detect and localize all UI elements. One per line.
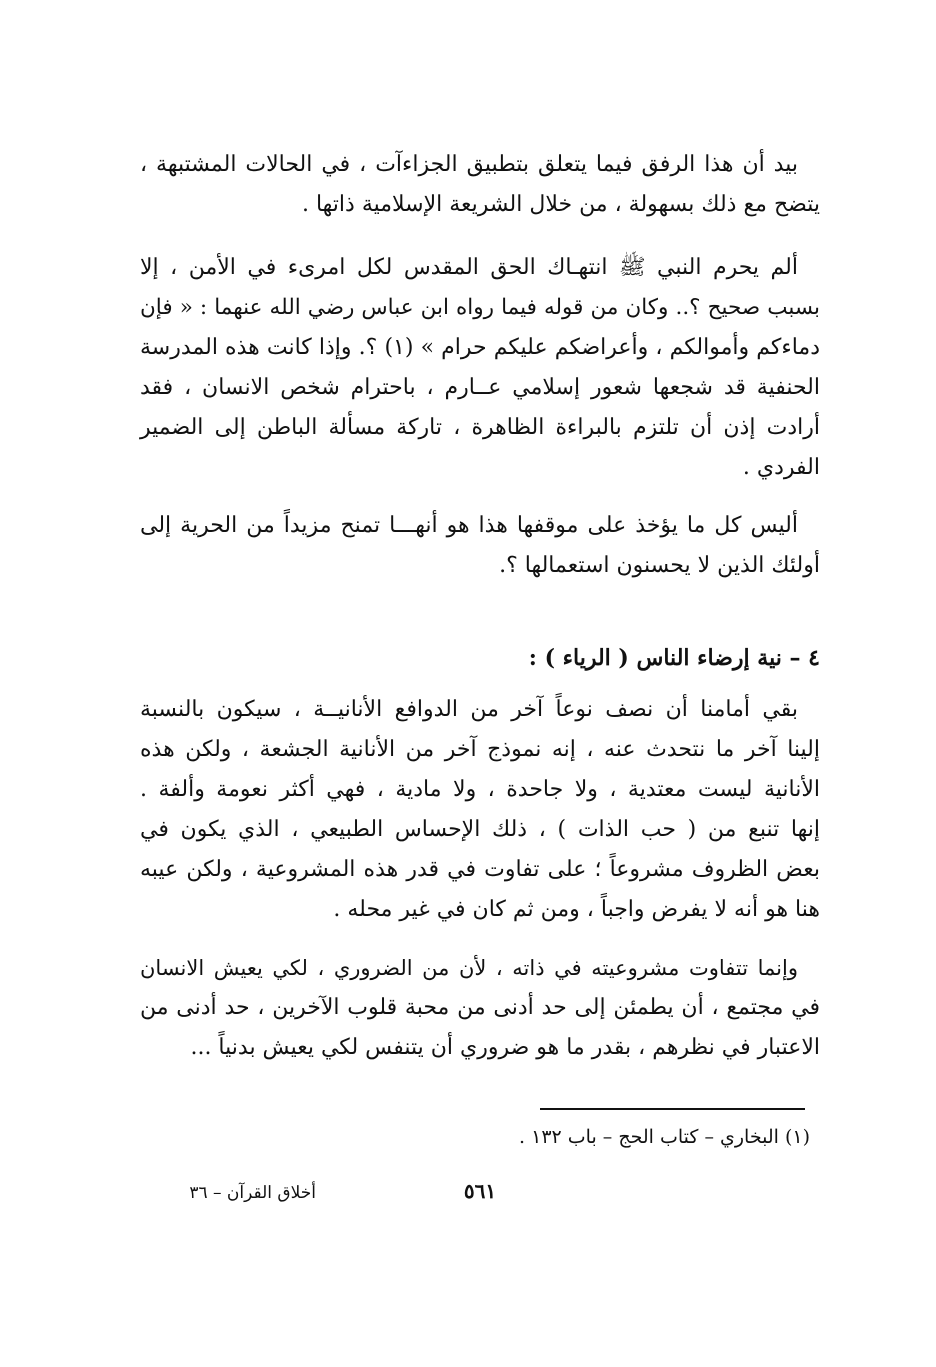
paragraph-line: ألم يحرم النبي ﷺ انتهـاك الحق المقدس لكل امرىء في الأمن ، إلا <box>140 255 798 280</box>
paragraph-line: أولئك الذين لا يحسنون استعمالها ؟. <box>499 553 820 578</box>
paragraph-3 <box>140 506 820 586</box>
paragraph-line: دماءكم وأموالكم ، وأعراضكم عليكم حرام » (١) ؟. وإذا كانت هذه المدرسة <box>140 335 820 360</box>
paragraph-line: الفردي . <box>742 455 820 480</box>
paragraph-line: إنها تنبع من ( حب الذات ) ، ذلك الإحساس الطبيعي ، الذي يكون في <box>140 817 820 842</box>
running-title: أخلاق القرآن – ٣٦ <box>189 1183 316 1203</box>
paragraph-line: إلينا آخر ما نتحدث عنه ، إنه نموذج آخر من الأنانية الجشعة ، ولكن هذه <box>140 737 820 762</box>
paragraph-line: بقي أمامنا أن نصف نوعاً آخر من الدوافع الأنانيــة ، سيكون بالنسبة <box>140 697 798 722</box>
section-heading-block <box>140 638 820 678</box>
footnote: (١) البخاري – كتاب الحج – باب ١٣٢ . <box>519 1126 810 1148</box>
paragraph-line: الاعتبار في نظرهم ، بقدر ما هو ضروري أن يتنفس لكي يعيش بدنياً ... <box>190 1035 820 1060</box>
section-paragraph-2 <box>140 948 820 1068</box>
footnote-rule <box>540 1108 805 1110</box>
paragraph-line: بعض الظروف مشروعاً ؛ على تفاوت في قدر هذه المشروعية ، ولكن عيبه <box>140 857 820 882</box>
paragraph-line: وإنما تتفاوت مشروعيته في ذاته ، لأن من الضروري ، لكي يعيش الانسان <box>140 956 798 980</box>
paragraph-line: هنا هو أنه لا يفرض واجباً ، ومن ثم كان في غير محله . <box>333 897 820 922</box>
paragraph-line: يتضح مع ذلك بسهولة ، من خلال الشريعة الإسلامية ذاتها . <box>301 192 820 217</box>
page-number: ٥٦١ <box>463 1179 497 1203</box>
paragraph-line: أرادت إذن أن تلتزم بالبراءة الظاهرة ، تاركة مسألة الباطن إلى الضمير <box>140 415 820 440</box>
paragraph-2 <box>140 248 820 488</box>
section-paragraph-1 <box>140 690 820 930</box>
paragraph-line: الأنانية ليست معتدية ، ولا جاحدة ، ولا مادية ، فهي أكثر نعومة وألفة . <box>140 777 820 802</box>
paragraph-line: الحنفية قد شجعها شعور إسلامي عــارم ، باحترام شخص الانسان ، فقد <box>140 375 820 400</box>
paragraph-line: أليس كل ما يؤخذ على موقفها هذا هو أنهـــا تمنح مزيداً من الحرية إلى <box>140 513 798 538</box>
section-heading: ٤ – نية إرضاء الناس ( الرياء ) : <box>528 645 820 671</box>
paragraph-line: بيد أن هذا الرفق فيما يتعلق بتطبيق الجزاءآت ، في الحالات المشتبهة ، <box>140 152 798 177</box>
paragraph-line: بسبب صحيح ؟.. وكان من قوله فيما رواه ابن عباس رضي الله عنهما : « فإن <box>140 295 820 320</box>
paragraph-1 <box>140 145 820 225</box>
paragraph-line: في مجتمع ، أن يطمئن إلى حد أدنى من محبة قلوب الآخرين ، حد أدنى من <box>140 995 820 1020</box>
